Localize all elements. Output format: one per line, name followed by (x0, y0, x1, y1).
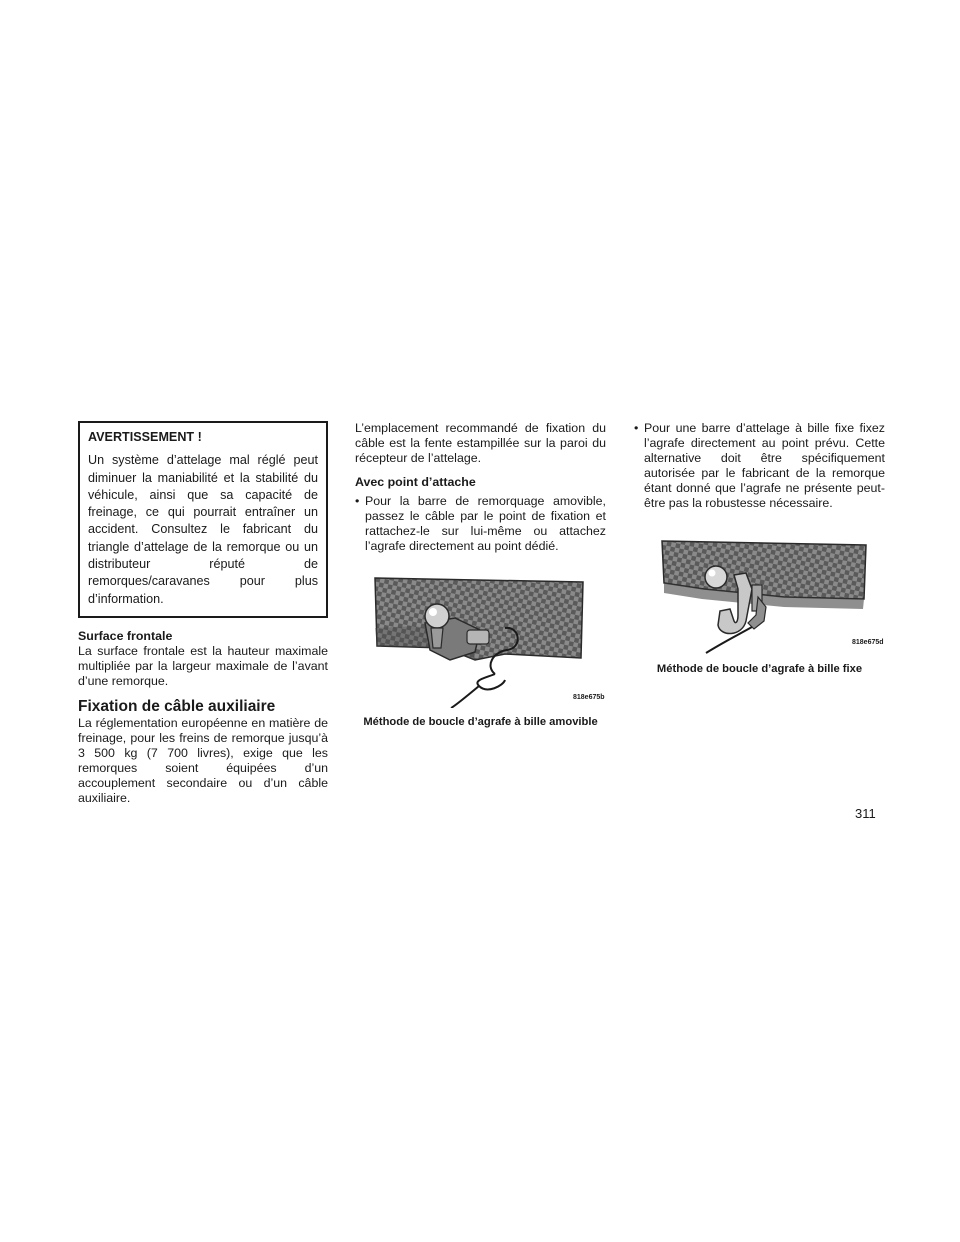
figure-fixed-code: 818e675d (852, 639, 884, 646)
warning-box (78, 421, 328, 618)
page-number: 311 (855, 806, 876, 821)
column-right (634, 421, 885, 676)
location-text: L’emplacement recommandé de fixation du câble est la fente estampillée sur la paroi du récepteur de l’attelage. (355, 421, 606, 465)
frontal-text: La surface frontale est la hauteur maximale multipliée par la largeur maximale de l’avant d’une remorque. (78, 643, 328, 688)
bullet-removable (355, 494, 606, 554)
warning-text: Un système d’attelage mal réglé peut diminuer la maniabilité et la stabilité du véhicule, ainsi que sa capacité de freinage, ce qui pourrait entraîner un accident. Consultez le fabricant du triangle d’attelage de la remorque ou un distributeur réputé de remorques/caravanes pour plus d’information. (88, 453, 318, 606)
column-left (78, 421, 328, 806)
fixed-ball-illustration (634, 525, 885, 655)
bullet-mark: • (355, 494, 360, 508)
warning-title: AVERTISSEMENT ! (88, 430, 202, 444)
cable-text: La réglementation européenne en matière de freinage, pour les freins de remorque jusqu’à 3 500 kg (7 700 livres), exige que les remorques soient équipées d’un accouplement secondaire ou d’un câble auxiliaire. (78, 715, 328, 805)
figure-fixed-ball (634, 525, 885, 676)
column-middle (355, 421, 606, 729)
figure-removable-code: 818e675b (573, 694, 605, 701)
cable-section-title: Fixation de câble auxiliaire (78, 697, 276, 715)
bullet-mark: • (634, 421, 639, 435)
bullet-fixed (634, 421, 885, 511)
figure-fixed-caption: Méthode de boucle d’agrafe à bille fixe (656, 663, 863, 675)
attach-point-heading: Avec point d’attache (355, 475, 476, 489)
bullet-removable-text: Pour la barre de remorquage amovible, passez le câble par le point de fixation et rattachez-le sur lui-même ou attachez l’agrafe directement au point dédié. (365, 494, 606, 553)
removable-ball-illustration (355, 568, 606, 708)
figure-removable-ball (355, 568, 606, 729)
bullet-fixed-text: Pour une barre d’attelage à bille fixe fixez l’agrafe directement au point prévu. Cette alternative doit être spécifiquement autorisée par le fabricant de la remorque étant donné que l’agrafe ne présente peut-être pas la robustesse nécessaire. (644, 421, 885, 510)
frontal-heading: Surface frontale (78, 628, 173, 643)
figure-removable-caption: Méthode de boucle d’agrafe à bille amovible (363, 716, 598, 728)
